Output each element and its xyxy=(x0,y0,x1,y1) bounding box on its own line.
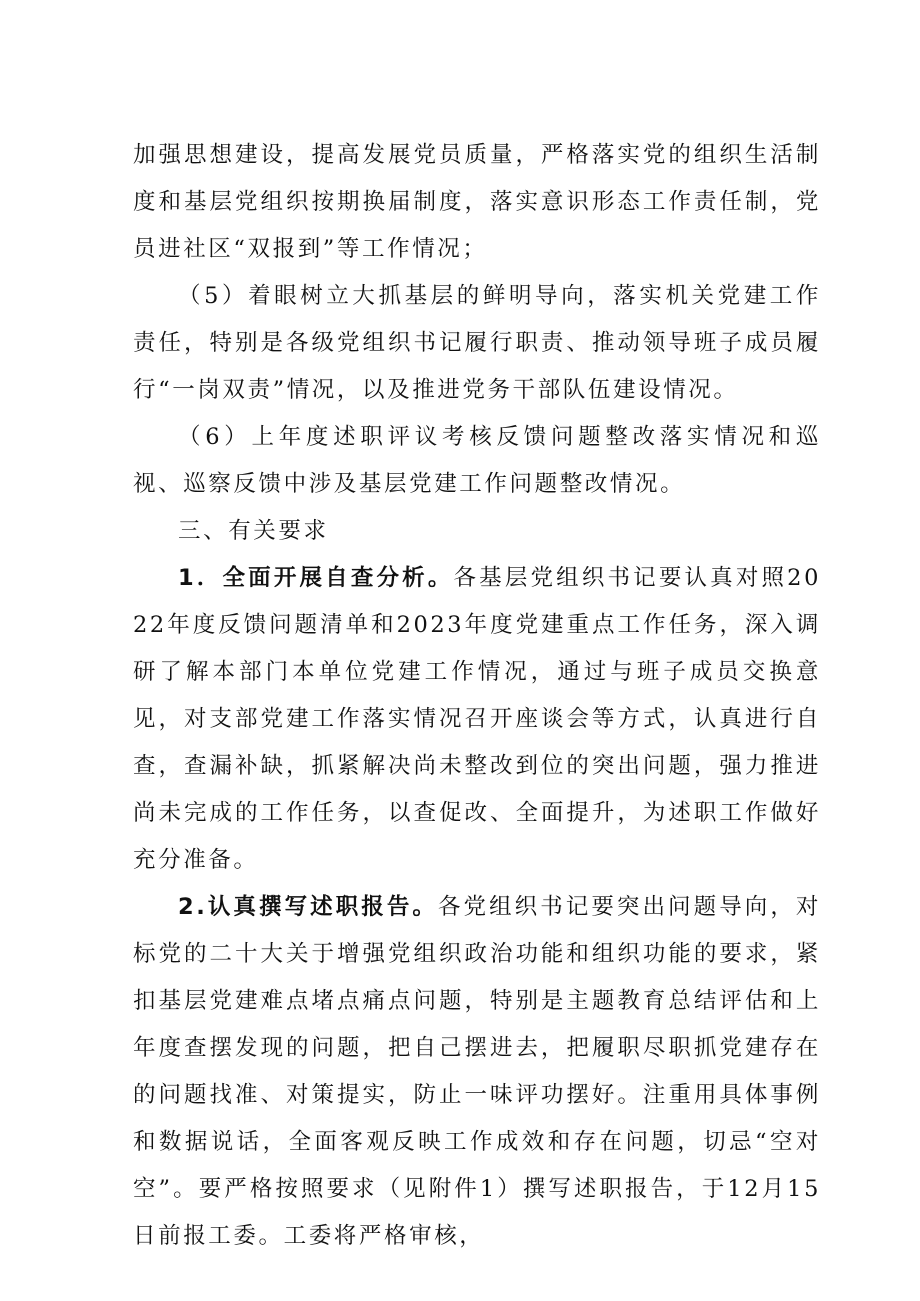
list-item-5: （5）着眼树立大抓基层的鲜明导向，落实机关党建工作责任，特别是各级党组织书记履行职责、推动领导班子成员履行“一岗双责”情况，以及推进党务干部队伍建设情况。 xyxy=(133,283,821,403)
list-item-6: （6）上年度述职评议考核反馈问题整改落实情况和巡视、巡察反馈中涉及基层党建工作问题整改情况。 xyxy=(133,424,821,497)
document-body xyxy=(133,132,821,1260)
requirement-1-title: 1．全面开展自查分析。 xyxy=(178,565,454,591)
requirement-2-title: 2.认真撰写述职报告。 xyxy=(178,894,438,920)
section-heading-requirements: 三、有关要求 xyxy=(178,518,329,544)
requirement-2-body: 各党组织书记要突出问题导向，对标党的二十大关于增强党组织政治功能和组织功能的要求，紧扣基层党建难点堵点痛点问题，特别是主题教育总结评估和上年度查摆发现的问题，把自己摆进去，把履职尽职抓党建存在的问题找准、对策提实，防止一味评功摆好。注重用具体事例和数据说话，全面客观反映工作成效和存在问题，切忌“空对空”。要严格按照要求（见附件1）撰写述职报告，于12月15日前报工委。工委将严格审核， xyxy=(133,894,821,1249)
paragraph-continued: 加强思想建设，提高发展党员质量，严格落实党的组织生活制度和基层党组织按期换届制度，落实意识形态工作责任制，党员进社区“双报到”等工作情况； xyxy=(133,142,821,262)
requirement-1-body: 各基层党组织书记要认真对照2022年度反馈问题清单和2023年度党建重点工作任务，深入调研了解本部门本单位党建工作情况，通过与班子成员交换意见，对支部党建工作落实情况召开座谈会等方式，认真进行自查，查漏补缺，抓紧解决尚未整改到位的突出问题，强力推进尚未完成的工作任务，以查促改、全面提升，为述职工作做好充分准备。 xyxy=(133,565,821,873)
requirement-2 xyxy=(133,884,821,1260)
requirement-1 xyxy=(133,555,821,884)
